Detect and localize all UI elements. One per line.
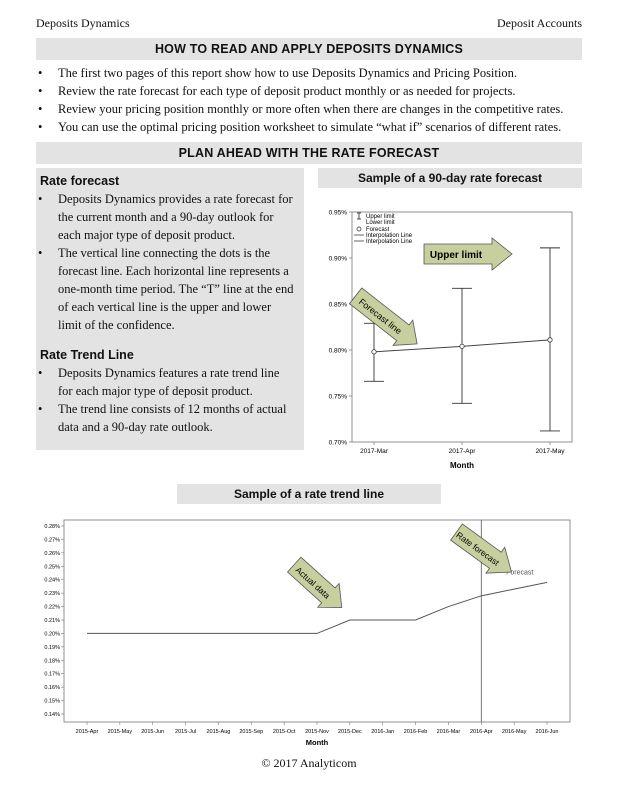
list-item: • The trend line consists of 12 months of actual data and a 90-day rate outlook. bbox=[36, 400, 294, 436]
forecast-chart-title: Sample of a 90-day rate forecast bbox=[318, 168, 582, 188]
rate-trend-title: Rate Trend Line bbox=[40, 348, 134, 362]
forecast-line-label: Forecast line bbox=[356, 296, 404, 337]
section-plan-ahead: PLAN AHEAD WITH THE RATE FORECAST bbox=[36, 142, 582, 164]
x-tick-label: 2015-Sep bbox=[239, 729, 264, 735]
y-tick-label: 0.85% bbox=[328, 301, 347, 309]
list-item: • Review the rate forecast for each type of deposit product monthly or as needed for projects. bbox=[36, 82, 582, 100]
y-tick-label: 0.95% bbox=[328, 209, 347, 217]
x-axis-label: Month bbox=[305, 738, 329, 747]
list-item: • Review your pricing position monthly or more often when there are changes in the competitive rates. bbox=[36, 100, 582, 118]
x-tick-label: 2017-Apr bbox=[448, 448, 476, 455]
x-tick-label: 2017-Mar bbox=[360, 448, 388, 455]
y-tick-label: 0.18% bbox=[44, 658, 60, 665]
y-tick-label: 0.16% bbox=[44, 685, 60, 692]
legend-upper: Upper limit bbox=[366, 214, 395, 220]
upper-limit-label: Upper limit bbox=[429, 250, 483, 261]
x-tick-label: 2016-Mar bbox=[436, 729, 461, 735]
forecast-point bbox=[460, 344, 464, 348]
header-left: Deposits Dynamics bbox=[36, 16, 130, 30]
y-tick-label: 0.27% bbox=[44, 537, 60, 544]
rate-forecast-label: Rate forecast bbox=[454, 529, 502, 568]
forecast-chart bbox=[316, 196, 584, 474]
y-tick-label: 0.75% bbox=[328, 393, 347, 401]
x-tick-label: 2015-Dec bbox=[337, 729, 362, 735]
footer-copyright: © 2017 Analyticom bbox=[261, 756, 357, 770]
list-item: • The first two pages of this report show how to use Deposits Dynamics and Pricing Position. bbox=[36, 64, 582, 82]
y-tick-label: 0.20% bbox=[44, 631, 60, 638]
x-tick-label: 2016-Feb bbox=[403, 729, 428, 735]
x-tick-label: 2015-May bbox=[107, 729, 133, 735]
rate-info-box bbox=[36, 168, 304, 450]
x-tick-label: 2015-Aug bbox=[206, 729, 231, 735]
y-tick-label: 0.25% bbox=[44, 564, 60, 571]
y-tick-label: 0.21% bbox=[44, 618, 60, 624]
y-tick-label: 0.19% bbox=[44, 644, 60, 651]
forecast-point bbox=[372, 350, 376, 354]
trend-chart bbox=[36, 508, 582, 750]
y-tick-label: 0.70% bbox=[328, 439, 347, 447]
y-tick-label: 0.23% bbox=[44, 591, 60, 598]
legend-forecast: Forecast bbox=[366, 227, 390, 233]
x-tick-label: 2016-Jun bbox=[535, 729, 559, 735]
y-tick-label: 0.14% bbox=[44, 712, 60, 718]
y-tick-label: 0.90% bbox=[328, 255, 347, 263]
y-tick-label: 0.15% bbox=[44, 698, 60, 705]
y-tick-label: 0.28% bbox=[44, 524, 60, 530]
actual-data-label: Actual data bbox=[293, 564, 333, 601]
x-tick-label: 2015-Jun bbox=[141, 729, 165, 735]
list-item: • Deposits Dynamics provides a rate forecast for the current month and a 90-day outlook for each major type of deposit product. bbox=[36, 190, 294, 244]
y-tick-label: 0.26% bbox=[44, 550, 60, 557]
y-tick-label: 0.80% bbox=[328, 347, 347, 355]
list-item: • The vertical line connecting the dots is the forecast line. Each horizontal line represents a one-month time period. The “T” line at the end of each vertical line is the upper and lower limit of the confidence. bbox=[36, 244, 294, 334]
legend-interp-2: Interpolation Line bbox=[366, 239, 413, 245]
x-tick-label: 2016-Apr bbox=[469, 729, 493, 735]
y-tick-label: 0.24% bbox=[44, 577, 60, 584]
legend-interp-1: Interpolation Line bbox=[366, 233, 413, 239]
x-tick-label: 2016-May bbox=[501, 729, 527, 735]
y-tick-label: 0.22% bbox=[44, 604, 60, 611]
legend-lower: Lower limit bbox=[366, 220, 395, 226]
trend-chart-title: Sample of a rate trend line bbox=[177, 484, 441, 504]
section-how-to: HOW TO READ AND APPLY DEPOSITS DYNAMICS bbox=[36, 38, 582, 60]
x-tick-label: 2015-Apr bbox=[75, 729, 99, 735]
list-item: • Deposits Dynamics features a rate trend line for each major type of deposit product. bbox=[36, 364, 294, 400]
x-tick-label: 2015-Jul bbox=[175, 729, 197, 735]
rate-forecast-list bbox=[36, 190, 294, 334]
x-tick-label: 2015-Oct bbox=[272, 729, 296, 735]
intro-list bbox=[36, 64, 582, 136]
x-tick-label: 2016-Jan bbox=[371, 729, 395, 735]
x-tick-label: 2017-May bbox=[535, 448, 565, 455]
forecast-series-label: Forecast bbox=[506, 569, 534, 577]
rate-trend-list bbox=[36, 364, 294, 436]
forecast-point bbox=[548, 338, 552, 342]
x-tick-label: 2015-Nov bbox=[305, 729, 329, 735]
rate-forecast-title: Rate forecast bbox=[40, 174, 120, 188]
y-tick-label: 0.17% bbox=[44, 671, 60, 678]
x-axis-label: Month bbox=[450, 461, 474, 470]
header-right: Deposit Accounts bbox=[497, 16, 582, 30]
list-item: • You can use the optimal pricing position worksheet to simulate “what if” scenarios of different rates. bbox=[36, 118, 582, 136]
